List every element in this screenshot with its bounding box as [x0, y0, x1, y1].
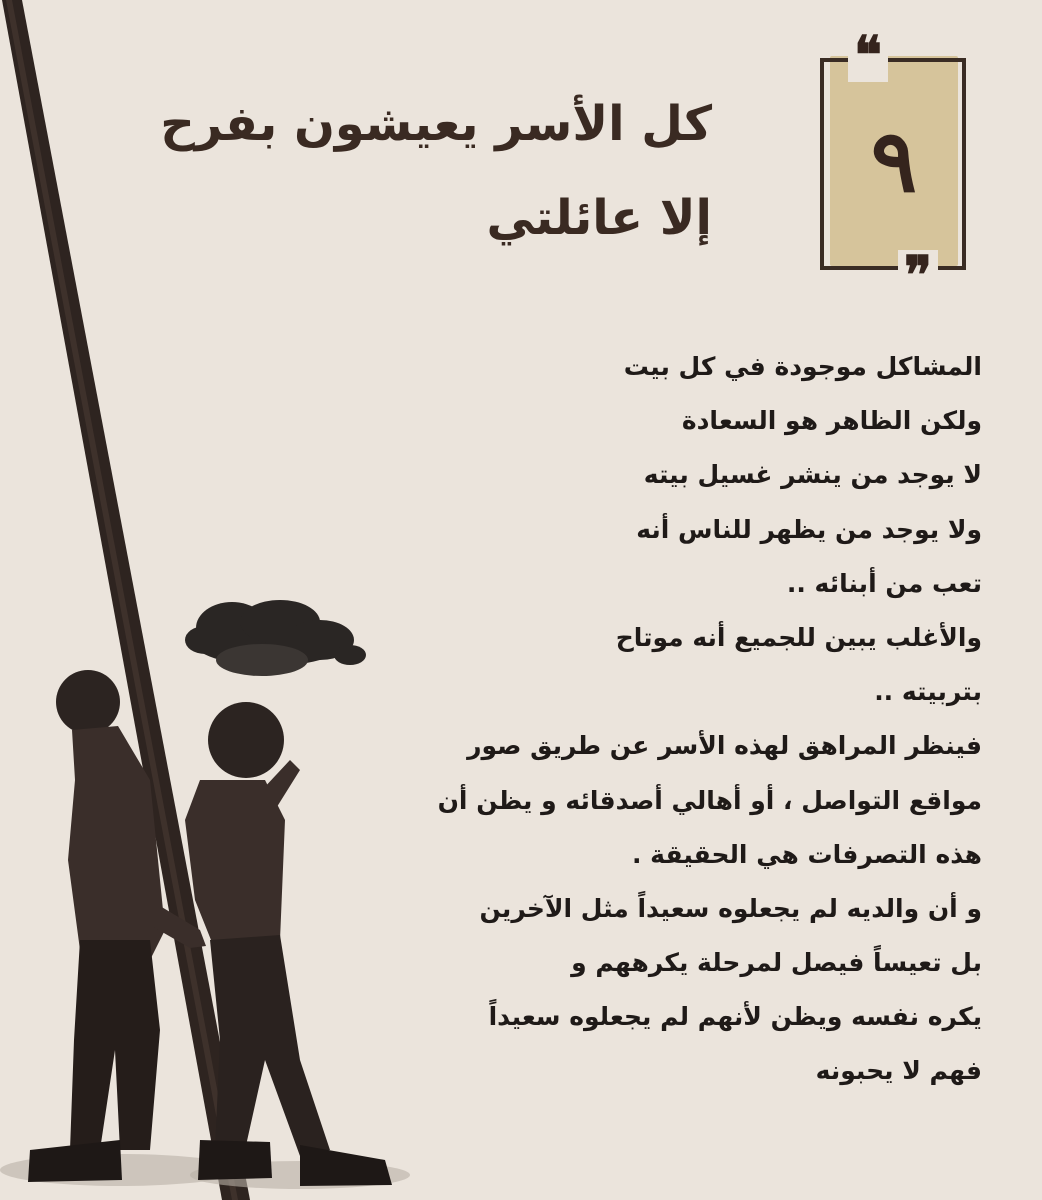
close-quote-icon: ❞	[898, 250, 938, 302]
badge-number: ٩	[870, 110, 918, 212]
body-line: لا يوجد من ينشر غسيل بيته	[643, 460, 982, 490]
body-text	[382, 340, 982, 1099]
illustration	[0, 0, 440, 1200]
body-line: تعب من أبنائه ..	[786, 568, 982, 598]
open-quote-icon: ❝	[848, 30, 888, 82]
dark-cloud	[185, 600, 366, 676]
body-line: بل تعيساً فيصل لمرحلة يكرههم و	[571, 948, 982, 978]
body-line: و أن والديه لم يجعلوه سعيداً مثل الآخرين	[479, 893, 982, 923]
body-line: بتربيته ..	[874, 677, 982, 707]
title-line-2: إلا عائلتي	[486, 190, 712, 246]
body-line: ولكن الظاهر هو السعادة	[681, 406, 982, 436]
body-line: مواقع التواصل ، أو أهالي أصدقائه و يظن أن	[437, 785, 982, 815]
body-line: يكره نفسه ويظن لأنهم لم يجعلوه سعيداً	[488, 1002, 982, 1032]
body-line: ولا يوجد من يظهر للناس أنه	[636, 514, 982, 544]
body-line: فينظر المراهق لهذه الأسر عن طريق صور	[467, 731, 982, 761]
body-line: والأغلب يبين للجميع أنه موتاح	[615, 622, 982, 652]
body-line: هذه التصرفات هي الحقيقة .	[631, 839, 982, 869]
figure-left	[28, 670, 206, 1182]
body-line: المشاكل موجودة في كل بيت	[623, 352, 982, 381]
title-line-1: كل الأسر يعيشون بفرح	[160, 96, 712, 152]
body-line: فهم لا يحبونه	[815, 1056, 982, 1086]
